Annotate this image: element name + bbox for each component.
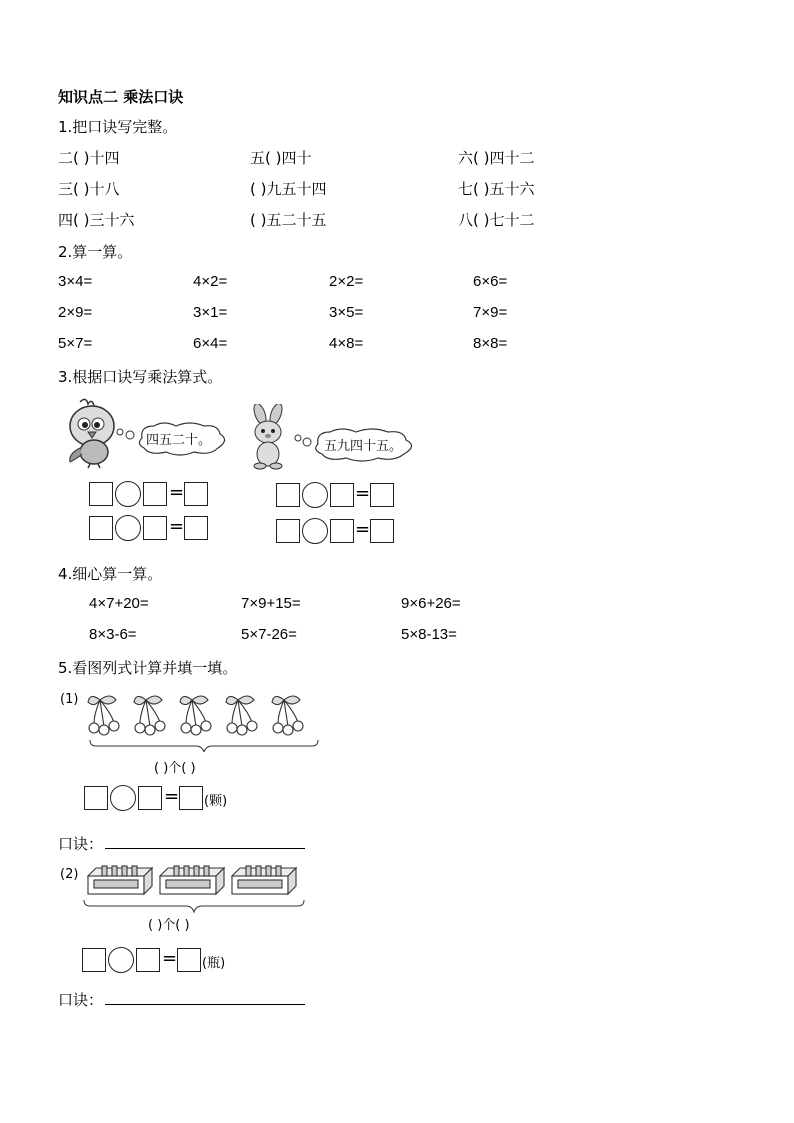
q2-item[interactable]: 2×9=	[58, 304, 93, 321]
equals-sign: =	[169, 482, 185, 503]
operator-circle[interactable]	[115, 515, 141, 541]
answer-box[interactable]	[143, 516, 167, 540]
answer-box[interactable]	[276, 483, 300, 507]
unit-label: (颗)	[204, 794, 228, 809]
q4-item[interactable]: 7×9+15=	[241, 595, 301, 612]
answer-box[interactable]	[177, 948, 201, 972]
q2-item[interactable]: 3×1=	[193, 304, 228, 321]
q2-item[interactable]: 3×5=	[329, 304, 364, 321]
answer-box[interactable]	[138, 786, 162, 810]
answer-box[interactable]	[184, 482, 208, 506]
q4-item[interactable]: 5×8-13=	[401, 626, 457, 643]
q2-item[interactable]: 8×8=	[473, 335, 508, 352]
q1-item[interactable]: 四( )三十六	[58, 211, 135, 229]
equals-sign: =	[164, 786, 180, 807]
q4-title: 4.细心算一算。	[58, 565, 163, 583]
q2-item[interactable]: 2×2=	[329, 273, 364, 290]
q1-item[interactable]: 二( )十四	[58, 149, 120, 167]
section-heading: 知识点二 乘法口诀	[58, 88, 184, 106]
answer-box[interactable]	[370, 483, 394, 507]
answer-box[interactable]	[184, 516, 208, 540]
unit-label: (瓶)	[202, 956, 226, 971]
answer-box[interactable]	[276, 519, 300, 543]
q5-part2-caption[interactable]: ( )个( )	[148, 918, 190, 933]
answer-box[interactable]	[136, 948, 160, 972]
bubble-right-text: 五九四十五。	[324, 439, 403, 454]
q1-item[interactable]: 六( )四十二	[458, 149, 535, 167]
bottle-crates-illustration	[82, 864, 312, 914]
operator-circle[interactable]	[108, 947, 134, 973]
operator-circle[interactable]	[302, 518, 328, 544]
q2-item[interactable]: 3×4=	[58, 273, 93, 290]
q2-item[interactable]: 7×9=	[473, 304, 508, 321]
q2-item[interactable]: 6×6=	[473, 273, 508, 290]
q5-part1-caption[interactable]: ( )个( )	[154, 761, 196, 776]
equals-sign: =	[169, 516, 185, 537]
q4-item[interactable]: 5×7-26=	[241, 626, 297, 643]
q1-item[interactable]: 三( )十八	[58, 180, 120, 198]
answer-box[interactable]	[82, 948, 106, 972]
q2-item[interactable]: 4×2=	[193, 273, 228, 290]
q1-item[interactable]: ( )五二十五	[250, 211, 327, 229]
q1-item[interactable]: 八( )七十二	[458, 211, 535, 229]
cherries-illustration	[86, 690, 326, 752]
answer-box[interactable]	[330, 519, 354, 543]
rhyme-answer-line[interactable]	[105, 1004, 305, 1005]
bird-illustration	[64, 396, 120, 470]
equals-sign: =	[355, 483, 371, 504]
answer-box[interactable]	[89, 482, 113, 506]
answer-box[interactable]	[143, 482, 167, 506]
answer-box[interactable]	[179, 786, 203, 810]
q5-part1-label: (1)	[60, 692, 79, 707]
q2-item[interactable]: 4×8=	[329, 335, 364, 352]
q5-part2-label: (2)	[60, 867, 79, 882]
q4-item[interactable]: 9×6+26=	[401, 595, 461, 612]
equals-sign: =	[162, 948, 178, 969]
q1-item[interactable]: 五( )四十	[250, 149, 312, 167]
bubble-left-text: 四五二十。	[146, 433, 212, 448]
q1-item[interactable]: 七( )五十六	[458, 180, 535, 198]
q4-item[interactable]: 4×7+20=	[89, 595, 149, 612]
operator-circle[interactable]	[302, 482, 328, 508]
equals-sign: =	[355, 519, 371, 540]
rhyme-answer-line[interactable]	[105, 848, 305, 849]
q2-title: 2.算一算。	[58, 243, 133, 261]
q3-title: 3.根据口诀写乘法算式。	[58, 368, 223, 386]
operator-circle[interactable]	[110, 785, 136, 811]
q2-item[interactable]: 5×7=	[58, 335, 93, 352]
q4-item[interactable]: 8×3-6=	[89, 626, 137, 643]
rhyme-label: 口诀：	[58, 991, 104, 1009]
answer-box[interactable]	[84, 786, 108, 810]
q5-title: 5.看图列式计算并填一填。	[58, 659, 238, 677]
q1-title: 1.把口诀写完整。	[58, 118, 178, 136]
rhyme-label: 口诀：	[58, 835, 104, 853]
q2-item[interactable]: 6×4=	[193, 335, 228, 352]
answer-box[interactable]	[370, 519, 394, 543]
answer-box[interactable]	[89, 516, 113, 540]
rabbit-illustration	[246, 404, 294, 470]
q1-item[interactable]: ( )九五十四	[250, 180, 327, 198]
operator-circle[interactable]	[115, 481, 141, 507]
answer-box[interactable]	[330, 483, 354, 507]
